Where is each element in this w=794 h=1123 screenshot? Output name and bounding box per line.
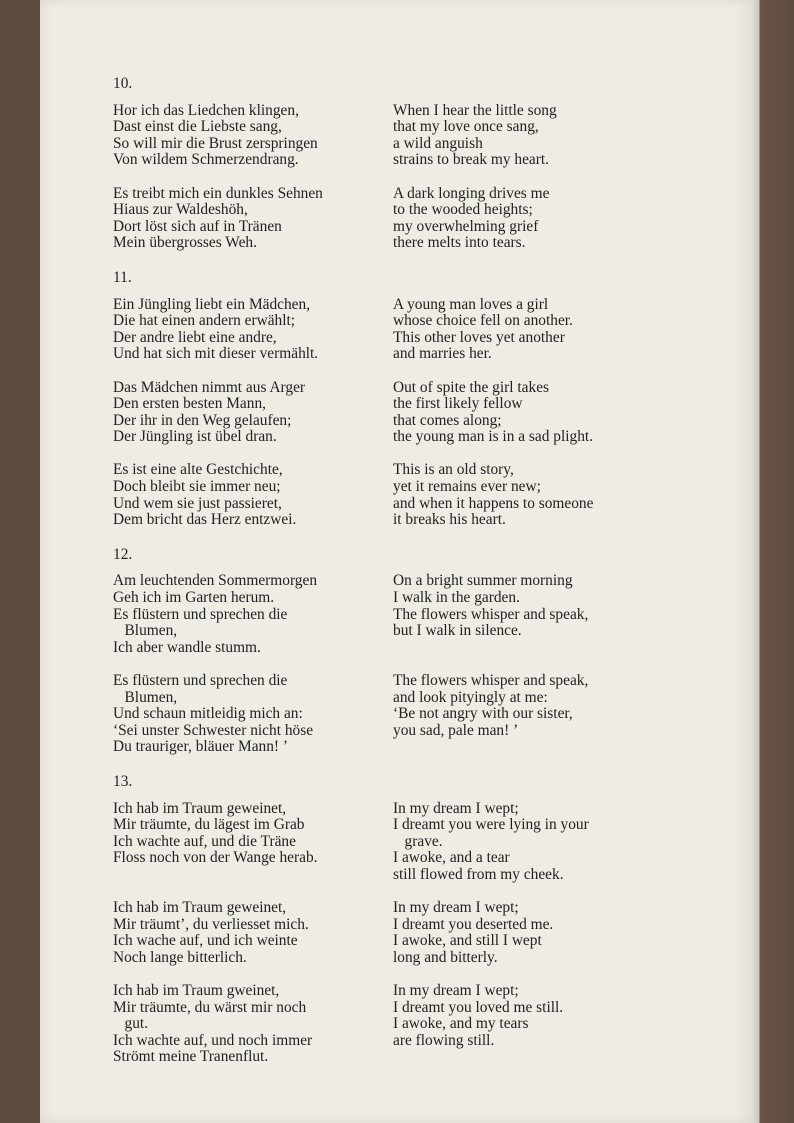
german-line: Ich wache auf, und ich weinte	[113, 932, 298, 950]
english-translation	[393, 380, 673, 446]
german-line: Mir träumte, du lägest im Grab	[113, 816, 305, 834]
german-line: Hor ich das Liedchen klingen,	[113, 101, 299, 119]
stanza	[113, 801, 673, 884]
stanza	[113, 573, 673, 656]
song-number: 13.	[113, 772, 133, 790]
english-translation	[393, 673, 673, 756]
german-line: gut.	[113, 1015, 149, 1033]
english-translation	[393, 900, 673, 966]
english-line: still flowed from my cheek.	[393, 865, 564, 883]
english-translation	[393, 297, 673, 363]
english-line: On a bright summer morning	[393, 572, 573, 590]
english-translation	[393, 801, 673, 884]
english-line: long and bitterly.	[393, 948, 498, 966]
german-line: Noch lange bitterlich.	[113, 948, 247, 966]
english-line: that my love once sang,	[393, 118, 539, 136]
german-line: Ich hab im Traum geweinet,	[113, 799, 287, 817]
german-text	[113, 297, 393, 363]
english-line: I dreamt you were lying in your	[393, 816, 589, 834]
english-translation	[393, 573, 673, 656]
english-line: I awoke, and a tear	[393, 849, 510, 867]
page-edge	[753, 0, 794, 1123]
german-line: Mein übergrosses Weh.	[113, 234, 257, 252]
english-line: I awoke, and still I wept	[393, 932, 542, 950]
english-line: my overwhelming grief	[393, 217, 539, 235]
german-text	[113, 673, 393, 756]
german-line: Ich wachte auf, und die Träne	[113, 832, 296, 850]
english-line: In my dream I wept;	[393, 799, 519, 817]
english-line	[393, 1049, 673, 1066]
stanza	[113, 380, 673, 446]
english-translation	[393, 462, 673, 528]
english-line: A young man loves a girl	[393, 295, 549, 313]
english-line: The flowers whisper and speak,	[393, 605, 589, 623]
english-line	[393, 739, 673, 756]
english-line: a wild anguish	[393, 134, 483, 152]
english-line: The flowers whisper and speak,	[393, 672, 589, 689]
english-line: that comes along;	[393, 411, 502, 429]
german-line: Blumen,	[113, 622, 178, 640]
song-number: 12.	[113, 545, 133, 563]
stanza	[113, 186, 673, 252]
german-line: Der ihr in den Weg gelaufen;	[113, 411, 292, 429]
stanza	[113, 673, 673, 756]
english-line: and look pityingly at me:	[393, 688, 548, 706]
english-line: In my dream I wept;	[393, 982, 519, 1000]
english-line: yet it remains ever new;	[393, 478, 541, 496]
german-line: Dem bricht das Herz entzwei.	[113, 511, 297, 529]
german-line: Floss noch von der Wange herab.	[113, 849, 318, 867]
english-line: you sad, pale man! ’	[393, 721, 519, 739]
english-line: are flowing still.	[393, 1031, 495, 1049]
english-line: whose choice fell on another.	[393, 312, 573, 330]
german-text	[113, 103, 393, 169]
german-line: Der Jüngling ist übel dran.	[113, 428, 277, 446]
stanza	[113, 462, 673, 528]
german-line: Dast einst die Liebste sang,	[113, 118, 282, 136]
german-line: Den ersten besten Mann,	[113, 395, 267, 413]
german-line: Blumen,	[113, 688, 178, 706]
german-line: Hiaus zur Waldeshöh,	[113, 201, 248, 219]
german-line: Und hat sich mit dieser vermählt.	[113, 345, 319, 363]
english-line	[393, 640, 673, 657]
german-line: Das Mädchen nimmt aus Arger	[113, 378, 306, 396]
english-line: the first likely fellow	[393, 395, 523, 413]
song-section	[113, 547, 673, 756]
english-line: A dark longing drives me	[393, 184, 550, 202]
stanza	[113, 297, 673, 363]
german-text	[113, 983, 393, 1066]
english-line: the young man is in a sad plight.	[393, 428, 594, 446]
stanza	[113, 983, 673, 1066]
german-line: Von wildem Schmerzendrang.	[113, 151, 299, 169]
german-line: ‘Sei unster Schwester nicht höse	[113, 721, 314, 739]
german-line: Ich aber wandle stumm.	[113, 638, 261, 656]
german-line: Am leuchtenden Sommermorgen	[113, 572, 318, 590]
english-line: I dreamt you loved me still.	[393, 998, 564, 1016]
english-line: I walk in the garden.	[393, 589, 520, 607]
german-line: Ich wachte auf, und noch immer	[113, 1031, 313, 1049]
german-line: Die hat einen andern erwählt;	[113, 312, 296, 330]
english-line: I dreamt you deserted me.	[393, 915, 554, 933]
german-text	[113, 573, 393, 656]
song-number: 11.	[113, 268, 132, 286]
german-line: Du trauriger, bläuer Mann! ’	[113, 738, 289, 756]
german-line: Mir träumte, du wärst mir noch	[113, 998, 307, 1016]
german-text	[113, 801, 393, 884]
song-number: 10.	[113, 75, 133, 92]
song-section	[113, 270, 673, 529]
german-text	[113, 462, 393, 528]
german-line: Ein Jüngling liebt ein Mädchen,	[113, 295, 311, 313]
german-line: Es ist eine alte Gestchichte,	[113, 461, 283, 479]
english-line: ‘Be not angry with our sister,	[393, 705, 573, 723]
english-line: This other loves yet another	[393, 328, 565, 346]
english-line: to the wooded heights;	[393, 201, 533, 219]
english-line: grave.	[393, 832, 443, 850]
stanza	[113, 103, 673, 169]
german-line: Ich hab im Traum geweinet,	[113, 899, 287, 917]
english-line: This is an old story,	[393, 461, 514, 479]
german-line: Es treibt mich ein dunkles Sehnen	[113, 184, 323, 202]
english-line: In my dream I wept;	[393, 899, 519, 917]
german-text	[113, 186, 393, 252]
german-line: Und wem sie just passieret,	[113, 494, 282, 512]
english-line: When I hear the little song	[393, 101, 557, 119]
stanza	[113, 900, 673, 966]
english-line: strains to break my heart.	[393, 151, 549, 169]
german-line: Der andre liebt eine andre,	[113, 328, 277, 346]
german-line	[113, 867, 393, 884]
english-line: and marries her.	[393, 345, 492, 363]
english-translation	[393, 186, 673, 252]
english-line: Out of spite the girl takes	[393, 378, 550, 396]
german-text	[113, 380, 393, 446]
german-line: Ich hab im Traum gweinet,	[113, 982, 280, 1000]
english-line: it breaks his heart.	[393, 511, 506, 529]
english-line: there melts into tears.	[393, 234, 526, 252]
german-line: Es flüstern und sprechen die	[113, 605, 288, 623]
german-line: Geh ich im Garten herum.	[113, 589, 275, 607]
german-line: Strömt meine Tranenflut.	[113, 1048, 269, 1066]
poem-content	[113, 76, 673, 1066]
german-line: Es flüstern und sprechen die	[113, 672, 288, 689]
english-line: I awoke, and my tears	[393, 1015, 529, 1033]
german-text	[113, 900, 393, 966]
german-line: Dort löst sich auf in Tränen	[113, 217, 282, 235]
english-line: and when it happens to someone	[393, 494, 594, 512]
song-section	[113, 76, 673, 252]
english-translation	[393, 103, 673, 169]
german-line: So will mir die Brust zerspringen	[113, 134, 318, 152]
english-translation	[393, 983, 673, 1066]
german-line: Und schaun mitleidig mich an:	[113, 705, 303, 723]
english-line: but I walk in silence.	[393, 622, 522, 640]
german-line: Doch bleibt sie immer neu;	[113, 478, 281, 496]
song-section	[113, 774, 673, 1066]
german-line: Mir träumt’, du verliesset mich.	[113, 915, 309, 933]
